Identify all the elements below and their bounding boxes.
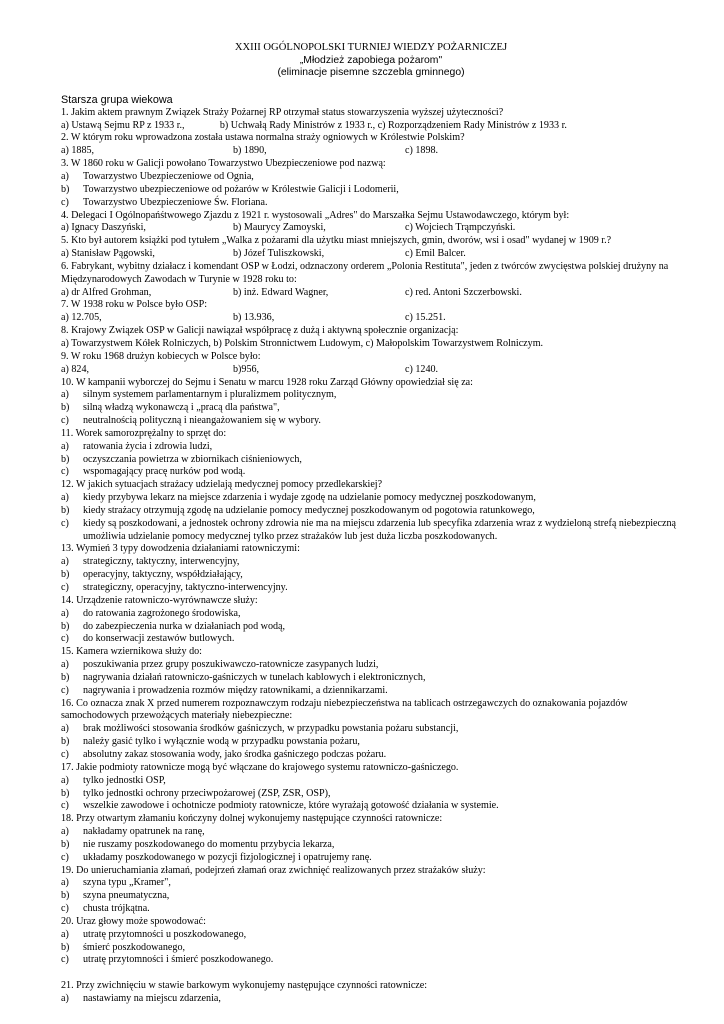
answer-letter: c) — [61, 633, 69, 645]
answer-row — [61, 466, 681, 479]
contest-stage: (eliminacje pisemne szczebla gminnego) — [277, 67, 465, 79]
contest-title: XXIII OGÓLNOPOLSKI TURNIEJ WIEDZY POŻARNICZEJ — [234, 42, 508, 53]
answer-letter: b) — [61, 453, 70, 465]
answer-row — [61, 454, 681, 467]
answer-letter: a) — [61, 492, 69, 504]
answer-row — [61, 492, 681, 505]
answer-c: c) 1240. — [405, 363, 439, 375]
blank-line — [61, 967, 681, 980]
answer-c: strategiczny, operacyjny, taktyczno-interwencyjny. — [83, 582, 288, 593]
answer-row — [61, 942, 681, 955]
answer-letter: c) — [61, 684, 69, 696]
answer-b: do zabezpieczenia nurka w działaniach pod wodą, — [83, 620, 286, 632]
answer-a: do ratowania zagrożonego środowiska, — [83, 607, 241, 619]
answer-row — [61, 441, 681, 454]
answer-row — [61, 788, 681, 801]
answer-c: c) 15.251. — [405, 312, 446, 324]
answer-row — [61, 839, 681, 852]
answer-b: kiedy strażacy otrzymują zgodę na udzielanie pomocy medycznej poszkodowanym od pogotowia ratunkowego, — [83, 504, 535, 516]
answer-letter: b) — [61, 941, 70, 953]
answer-b: tylko jednostki ochrony przeciwpożarowej (ZSP, ZSR, OSP), — [83, 787, 331, 799]
answer-letter: c) — [61, 748, 69, 760]
answer-b: b) Józef Tuliszkowski, — [233, 248, 325, 260]
answer-a: a) dr Alfred Grohman, — [61, 286, 152, 298]
question-11: 11. Worek samorozprężalny to sprzęt do: — [61, 427, 227, 439]
answer-c: Towarzystwo Ubezpieczeniowe Św. Floriana. — [83, 196, 268, 208]
answer-b: b) 13.936, — [233, 312, 275, 324]
document-page — [61, 42, 681, 1006]
answer-a: ratowania życia i zdrowia ludzi, — [83, 440, 213, 452]
answer-letter: c) — [61, 903, 69, 915]
answer-a: a) 1885, — [61, 145, 95, 157]
answer-letter: a) — [61, 659, 69, 671]
answer-row — [61, 197, 681, 210]
answer-letter: b) — [61, 569, 70, 581]
answer-a: utratę przytomności u poszkodowanego, — [83, 928, 247, 940]
answer-c: do konserwacji zestawów butlowych. — [83, 633, 235, 645]
question-7: 7. W 1938 roku w Polsce było OSP: — [61, 299, 207, 311]
answer-c: absolutny zakaz stosowania wody, jako środka gaśniczego podczas pożaru. — [83, 748, 387, 760]
answer-row — [61, 633, 681, 646]
answer-c: neutralnością polityczną i nieangażowaniem się w wybory. — [83, 415, 321, 427]
answer-c: wszelkie zawodowe i ochotnicze podmioty ratownicze, które wyrażają gotowość działania w systemie. — [83, 800, 499, 812]
contest-motto: „Młodzież zapobiega pożarom" — [299, 54, 443, 66]
question-1-answers: a) Ustawą Sejmu RP z 1933 r., b) Uchwałą Rady Ministrów z 1933 r., c) Rozporządzeniem Rady Ministrów z 1933 r. — [61, 119, 567, 131]
answer-b: silną władzą wykonawczą i „pracą dla państwa", — [83, 402, 280, 414]
answer-a: kiedy przybywa lekarz na miejsce zdarzenia i wydaje zgodę na udzielanie pomocy medycznej poszkodowanym, — [83, 492, 536, 504]
answer-letter: a) — [61, 723, 69, 735]
answer-b: szyna pneumatyczna, — [83, 890, 170, 902]
question-17: 17. Jakie podmioty ratownicze mogą być włączane do krajowego systemu ratowniczo-gaśniczego. — [61, 761, 459, 773]
question-2: 2. W którym roku wprowadzona została ustawa normalna straży ogniowych w Królestwie Polskim? — [61, 132, 465, 144]
answer-b: oczyszczania powietrza w zbiornikach ciśnieniowych, — [83, 453, 302, 465]
answer-row — [61, 993, 681, 1006]
question-5-answers — [61, 248, 681, 261]
question-21: 21. Przy zwichnięciu w stawie barkowym wykonujemy następujące czynności ratownicze: — [61, 980, 428, 992]
question-list — [61, 94, 681, 1006]
question-12: 12. W jakich sytuacjach strażacy udzielają medycznej pomocy przedlekarskiej? — [61, 479, 383, 491]
answer-letter: b) — [61, 736, 70, 748]
answer-letter: a) — [61, 774, 69, 786]
answer-letter: a) — [61, 556, 69, 568]
answer-c: kiedy są poszkodowani, a jednostek ochrony zdrowia nie ma na miejscu zdarzenia lub specyfika zdarzenia wraz z wydzieloną strefą niebezpieczną umożliwia udzielanie pomocy medycznej tylko przez strażaków lub jest duża liczba poszkodowanych. — [83, 517, 677, 542]
question-5: 5. Kto był autorem książki pod tytułem „Walka z pożarami dla użytku miast mniejszych, gmin, dworów, wsi i osad" wydanej w 1909 r.? — [61, 235, 612, 247]
answer-row — [61, 556, 681, 569]
answer-letter: c) — [61, 954, 69, 966]
answer-a: a) 12.705, — [61, 312, 102, 324]
answer-letter: a) — [61, 440, 69, 452]
answer-letter: b) — [61, 671, 70, 683]
answer-a: szyna typu „Kramer", — [83, 877, 171, 889]
question-6-answers — [61, 287, 681, 300]
answer-row — [61, 954, 681, 967]
answer-row — [61, 569, 681, 582]
answer-row — [61, 621, 681, 634]
question-6: 6. Fabrykant, wybitny działacz i komendant OSP w Łodzi, odznaczony orderem „Polonia Restituta", jeden z twórców zwycięstwa polskiej drużyny na Międzynarodowych Zawodach w Turynie w 1928 roku to: — [61, 260, 669, 285]
answer-letter: a) — [61, 607, 69, 619]
age-group-heading: Starsza grupa wiekowa — [61, 93, 173, 106]
answer-letter: b) — [61, 620, 70, 632]
answer-a: strategiczny, taktyczny, interwencyjny, — [83, 556, 240, 568]
answer-letter: a) — [61, 993, 69, 1005]
answer-row — [61, 389, 681, 402]
answer-row — [61, 877, 681, 890]
answer-row — [61, 736, 681, 749]
question-8: 8. Krajowy Związek OSP w Galicji nawiązał współpracę z dużą i aktywną społecznie organizacją: — [61, 325, 459, 337]
question-16: 16. Co oznacza znak X przed numerem rozpoznawczym rodzaju niebezpieczeństwa na tablicach ostrzegawczych do oznakowania pojazdów samochodowych przewożących materiały niebezpieczne: — [61, 697, 628, 722]
answer-letter: b) — [61, 504, 70, 516]
answer-letter: b) — [61, 183, 70, 195]
answer-b: należy gasić tylko i wyłącznie wodą w przypadku powstania pożaru, — [83, 736, 360, 748]
answer-letter: a) — [61, 171, 69, 182]
document-header — [61, 42, 681, 80]
answer-row — [61, 826, 681, 839]
answer-b: b) Maurycy Zamoyski, — [233, 222, 326, 234]
question-10: 10. W kampanii wyborczej do Sejmu i Senatu w marcu 1928 roku Zarząd Główny opowiedział się za: — [61, 376, 473, 388]
answer-letter: c) — [61, 582, 69, 593]
answer-a: Towarzystwo Ubezpieczeniowe od Ognia, — [83, 171, 254, 182]
answer-b: nie ruszamy poszkodowanego do momentu przybycia lekarza, — [83, 838, 335, 850]
question-19: 19. Do unieruchamiania złamań, podejrzeń złamań oraz zwichnięć realizowanych przez strażaków służy: — [61, 864, 486, 876]
answer-row — [61, 171, 681, 184]
question-14: 14. Urządzenie ratowniczo-wyrównawcze służy: — [61, 594, 258, 606]
answer-row — [61, 659, 681, 672]
answer-letter: b) — [61, 838, 70, 850]
answer-letter: c) — [61, 851, 69, 863]
answer-c: c) 1898. — [405, 145, 439, 157]
answer-row — [61, 608, 681, 621]
answer-a: brak możliwości stosowania środków gaśniczych, w przypadku powstania pożaru substancji, — [83, 723, 459, 735]
answer-row — [61, 800, 681, 813]
question-7-answers — [61, 312, 681, 325]
question-15: 15. Kamera wziernikowa służy do: — [61, 646, 202, 658]
answer-b: b)956, — [233, 363, 260, 375]
answer-a: a) Ignacy Daszyński, — [61, 222, 146, 234]
answer-c: nagrywania i prowadzenia rozmów między ratownikami, a dziennikarzami. — [83, 684, 388, 696]
answer-a: a) 824, — [61, 363, 90, 375]
answer-letter: c) — [61, 415, 69, 427]
answer-a: poszukiwania przez grupy poszukiwawczo-ratownicze zasypanych ludzi, — [83, 659, 379, 671]
answer-row — [61, 852, 681, 865]
answer-letter: b) — [61, 890, 70, 902]
answer-c: wspomagający pracę nurków pod wodą. — [83, 466, 246, 478]
answer-letter: a) — [61, 928, 69, 940]
question-2-answers — [61, 145, 681, 158]
answer-b: b) 1890, — [233, 145, 267, 157]
answer-row — [61, 672, 681, 685]
answer-a: nastawiamy na miejscu zdarzenia, — [83, 993, 221, 1005]
answer-row — [61, 775, 681, 788]
answer-a: tylko jednostki OSP, — [83, 774, 166, 786]
answer-row — [61, 402, 681, 415]
question-9: 9. W roku 1968 drużyn kobiecych w Polsce było: — [61, 350, 261, 362]
answer-c: c) Wojciech Trąmpczyński. — [405, 222, 516, 234]
answer-row — [61, 929, 681, 942]
answer-a: nakładamy opatrunek na ranę, — [83, 826, 205, 838]
answer-b: operacyjny, taktyczny, współdziałający, — [83, 569, 243, 581]
answer-row — [61, 582, 681, 595]
answer-b: Towarzystwo ubezpieczeniowe od pożarów w Królestwie Galicji i Lodomerii, — [83, 183, 399, 195]
answer-row — [61, 723, 681, 736]
answer-letter: a) — [61, 826, 69, 838]
answer-letter: a) — [61, 389, 69, 401]
question-4: 4. Delegaci I Ogólnopańśtwowego Zjazdu z 1921 r. wystosowali „Adres" do Marszałka Sejmu Ustawodawczego, którym był: — [61, 209, 570, 221]
answer-c: układamy poszkodowanego w pozycji fizjologicznej i opatrujemy ranę. — [83, 851, 372, 863]
answer-row — [61, 903, 681, 916]
question-20: 20. Uraz głowy może spowodować: — [61, 915, 206, 927]
answer-b: nagrywania działań ratowniczo-gaśniczych w tunelach kablowych i elektronicznych, — [83, 671, 426, 683]
question-18: 18. Przy otwartym złamaniu kończyny dolnej wykonujemy następujące czynności ratownicze: — [61, 813, 443, 825]
answer-b: śmierć poszkodowanego, — [83, 941, 186, 953]
answer-row — [61, 505, 681, 518]
question-13: 13. Wymień 3 typy dowodzenia działaniami ratowniczymi: — [61, 543, 300, 555]
answer-letter: c) — [61, 517, 69, 529]
answer-letter: b) — [61, 402, 70, 414]
answer-row — [61, 749, 681, 762]
answer-c: c) red. Antoni Szczerbowski. — [405, 286, 522, 298]
answer-row — [61, 890, 681, 903]
answer-letter: a) — [61, 877, 69, 889]
answer-letter: c) — [61, 196, 69, 208]
question-1: 1. Jakim aktem prawnym Związek Straży Pożarnej RP otrzymał status stowarzyszenia wyższej użyteczności? — [61, 106, 504, 118]
answer-row — [61, 415, 681, 428]
answer-letter: b) — [61, 787, 70, 799]
answer-a: silnym systemem parlamentarnym i pluralizmem politycznym, — [83, 389, 337, 401]
answer-letter: c) — [61, 800, 69, 812]
answer-row — [61, 184, 681, 197]
answer-a: a) Stanisław Pągowski, — [61, 248, 155, 260]
answer-row — [61, 685, 681, 698]
answer-letter: c) — [61, 466, 69, 478]
question-8-answers: a) Towarzystwem Kółek Rolniczych, b) Polskim Stronnictwem Ludowym, c) Małopolskim Towarzystwem Rolniczym. — [61, 337, 544, 349]
answer-c: utratę przytomności i śmierć poszkodowanego. — [83, 954, 274, 966]
question-4-answers — [61, 222, 681, 235]
question-9-answers — [61, 364, 681, 377]
answer-c: chusta trójkątna. — [83, 903, 150, 915]
answer-c: c) Emil Balcer. — [405, 248, 466, 260]
answer-row — [61, 518, 681, 544]
answer-b: b) inż. Edward Wagner, — [233, 286, 329, 298]
question-3: 3. W 1860 roku w Galicji powołano Towarzystwo Ubezpieczeniowe pod nazwą: — [61, 158, 386, 170]
